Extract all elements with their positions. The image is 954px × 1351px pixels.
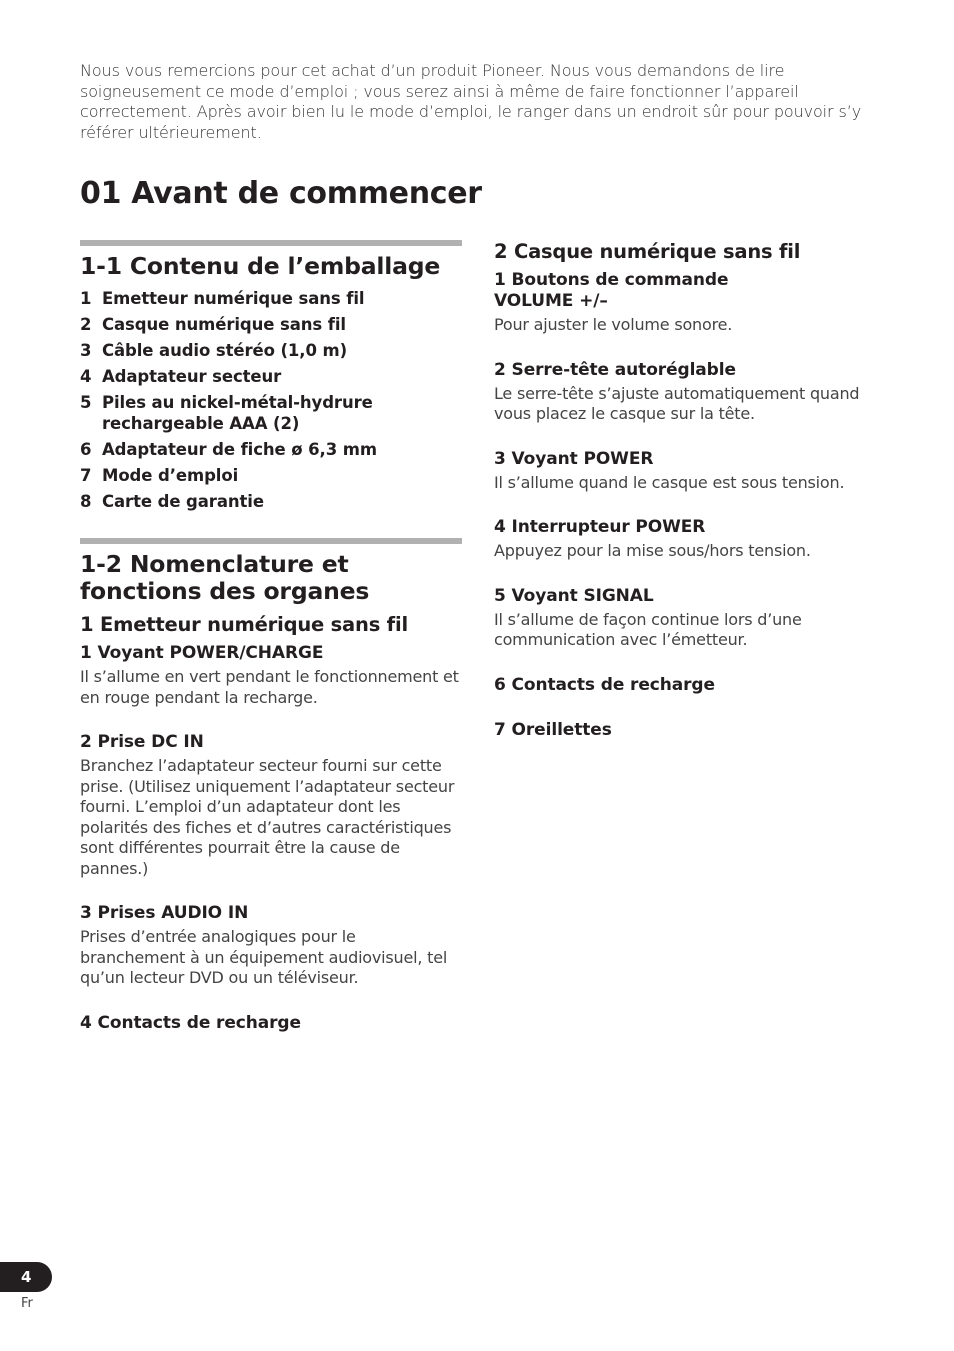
part-item [494,720,884,741]
part-item [494,586,884,651]
part-title: 2 Prise DC IN [80,732,204,752]
part-item [80,732,462,879]
part-item [494,270,884,336]
language-code: Fr [21,1296,33,1311]
part-description: Branchez l’adaptateur secteur fourni sur cette prise. (Utilisez uniquement l’adaptateur secteur fourni. L’emploi d’un adaptateur dont les polarités des fiches et d’autres caractéristiques sont différentes pourrait être la cause de pannes.) [80,756,455,878]
part-description: Le serre-tête s’ajuste automatiquement quand vous placez le casque sur la tête. [494,383,860,423]
subsection-title-transmitter: 1 Emetteur numérique sans fil [80,613,408,636]
list-item: 5 Piles au nickel-métal-hydrure rechargeable AAA (2) [80,393,373,433]
subsection-title-headphones: 2 Casque numérique sans fil [494,240,801,263]
section-rule [80,538,462,544]
part-item [494,360,884,425]
part-item [80,903,462,989]
part-title: 1 Boutons de commande VOLUME +/– [494,270,729,311]
part-title: 2 Serre-tête autoréglable [494,359,736,380]
list-item: 7 Mode d’emploi [80,466,239,485]
chapter-title: 01 Avant de commencer [80,176,482,211]
list-item: 4 Adaptateur secteur [80,367,282,386]
part-title: 4 Contacts de recharge [80,1012,301,1033]
part-description: Pour ajuster le volume sonore. [494,315,733,334]
list-item: 6 Adaptateur de fiche ø 6,3 mm [80,440,377,459]
section-rule [80,240,462,246]
page-number: 4 [0,1262,52,1292]
list-item: 1 Emetteur numérique sans fil [80,289,365,308]
part-description: Il s’allume quand le casque est sous tension. [494,472,845,492]
part-title: 3 Prises AUDIO IN [80,903,249,923]
part-title: 6 Contacts de recharge [494,674,715,695]
part-item [80,1013,462,1034]
part-description: Il s’allume de façon continue lors d’une communication avec l’émetteur. [494,609,802,649]
right-column [494,240,884,765]
part-title: 5 Voyant SIGNAL [494,585,654,606]
part-title: 4 Interrupteur POWER [494,517,706,537]
list-item: 8 Carte de garantie [80,492,264,511]
list-item: 2 Casque numérique sans fil [80,315,346,334]
part-item [80,643,462,708]
part-description: Appuyez pour la mise sous/hors tension. [494,541,811,560]
section-title-nomenclature: 1-2 Nomenclature et fonctions des organes [80,550,370,605]
part-item [494,517,884,562]
section-title-contents: 1-1 Contenu de l’emballage [80,252,441,280]
contents-list [80,288,462,512]
part-item [494,449,884,494]
part-item [494,675,884,696]
part-title: 1 Voyant POWER/CHARGE [80,643,324,663]
part-description: Prises d’entrée analogiques pour le branchement à un équipement audiovisuel, tel qu’un lecteur DVD ou un téléviseur. [80,927,448,987]
part-title: 3 Voyant POWER [494,448,654,469]
part-title: 7 Oreillettes [494,719,612,740]
part-description: Il s’allume en vert pendant le fonctionnement et en rouge pendant la recharge. [80,667,459,707]
intro-paragraph: Nous vous remercions pour cet achat d’un produit Pioneer. Nous vous demandons de lire soigneusement ce mode d’emploi ; vous serez ainsi à même de faire fonctionner l’appareil correctement. Après avoir bien lu le mode d’emploi, le ranger dans un endroit sûr pour pouvoir s’y référer ultérieurement. [80,61,862,142]
list-item: 3 Câble audio stéréo (1,0 m) [80,341,348,360]
left-column [80,240,462,1058]
